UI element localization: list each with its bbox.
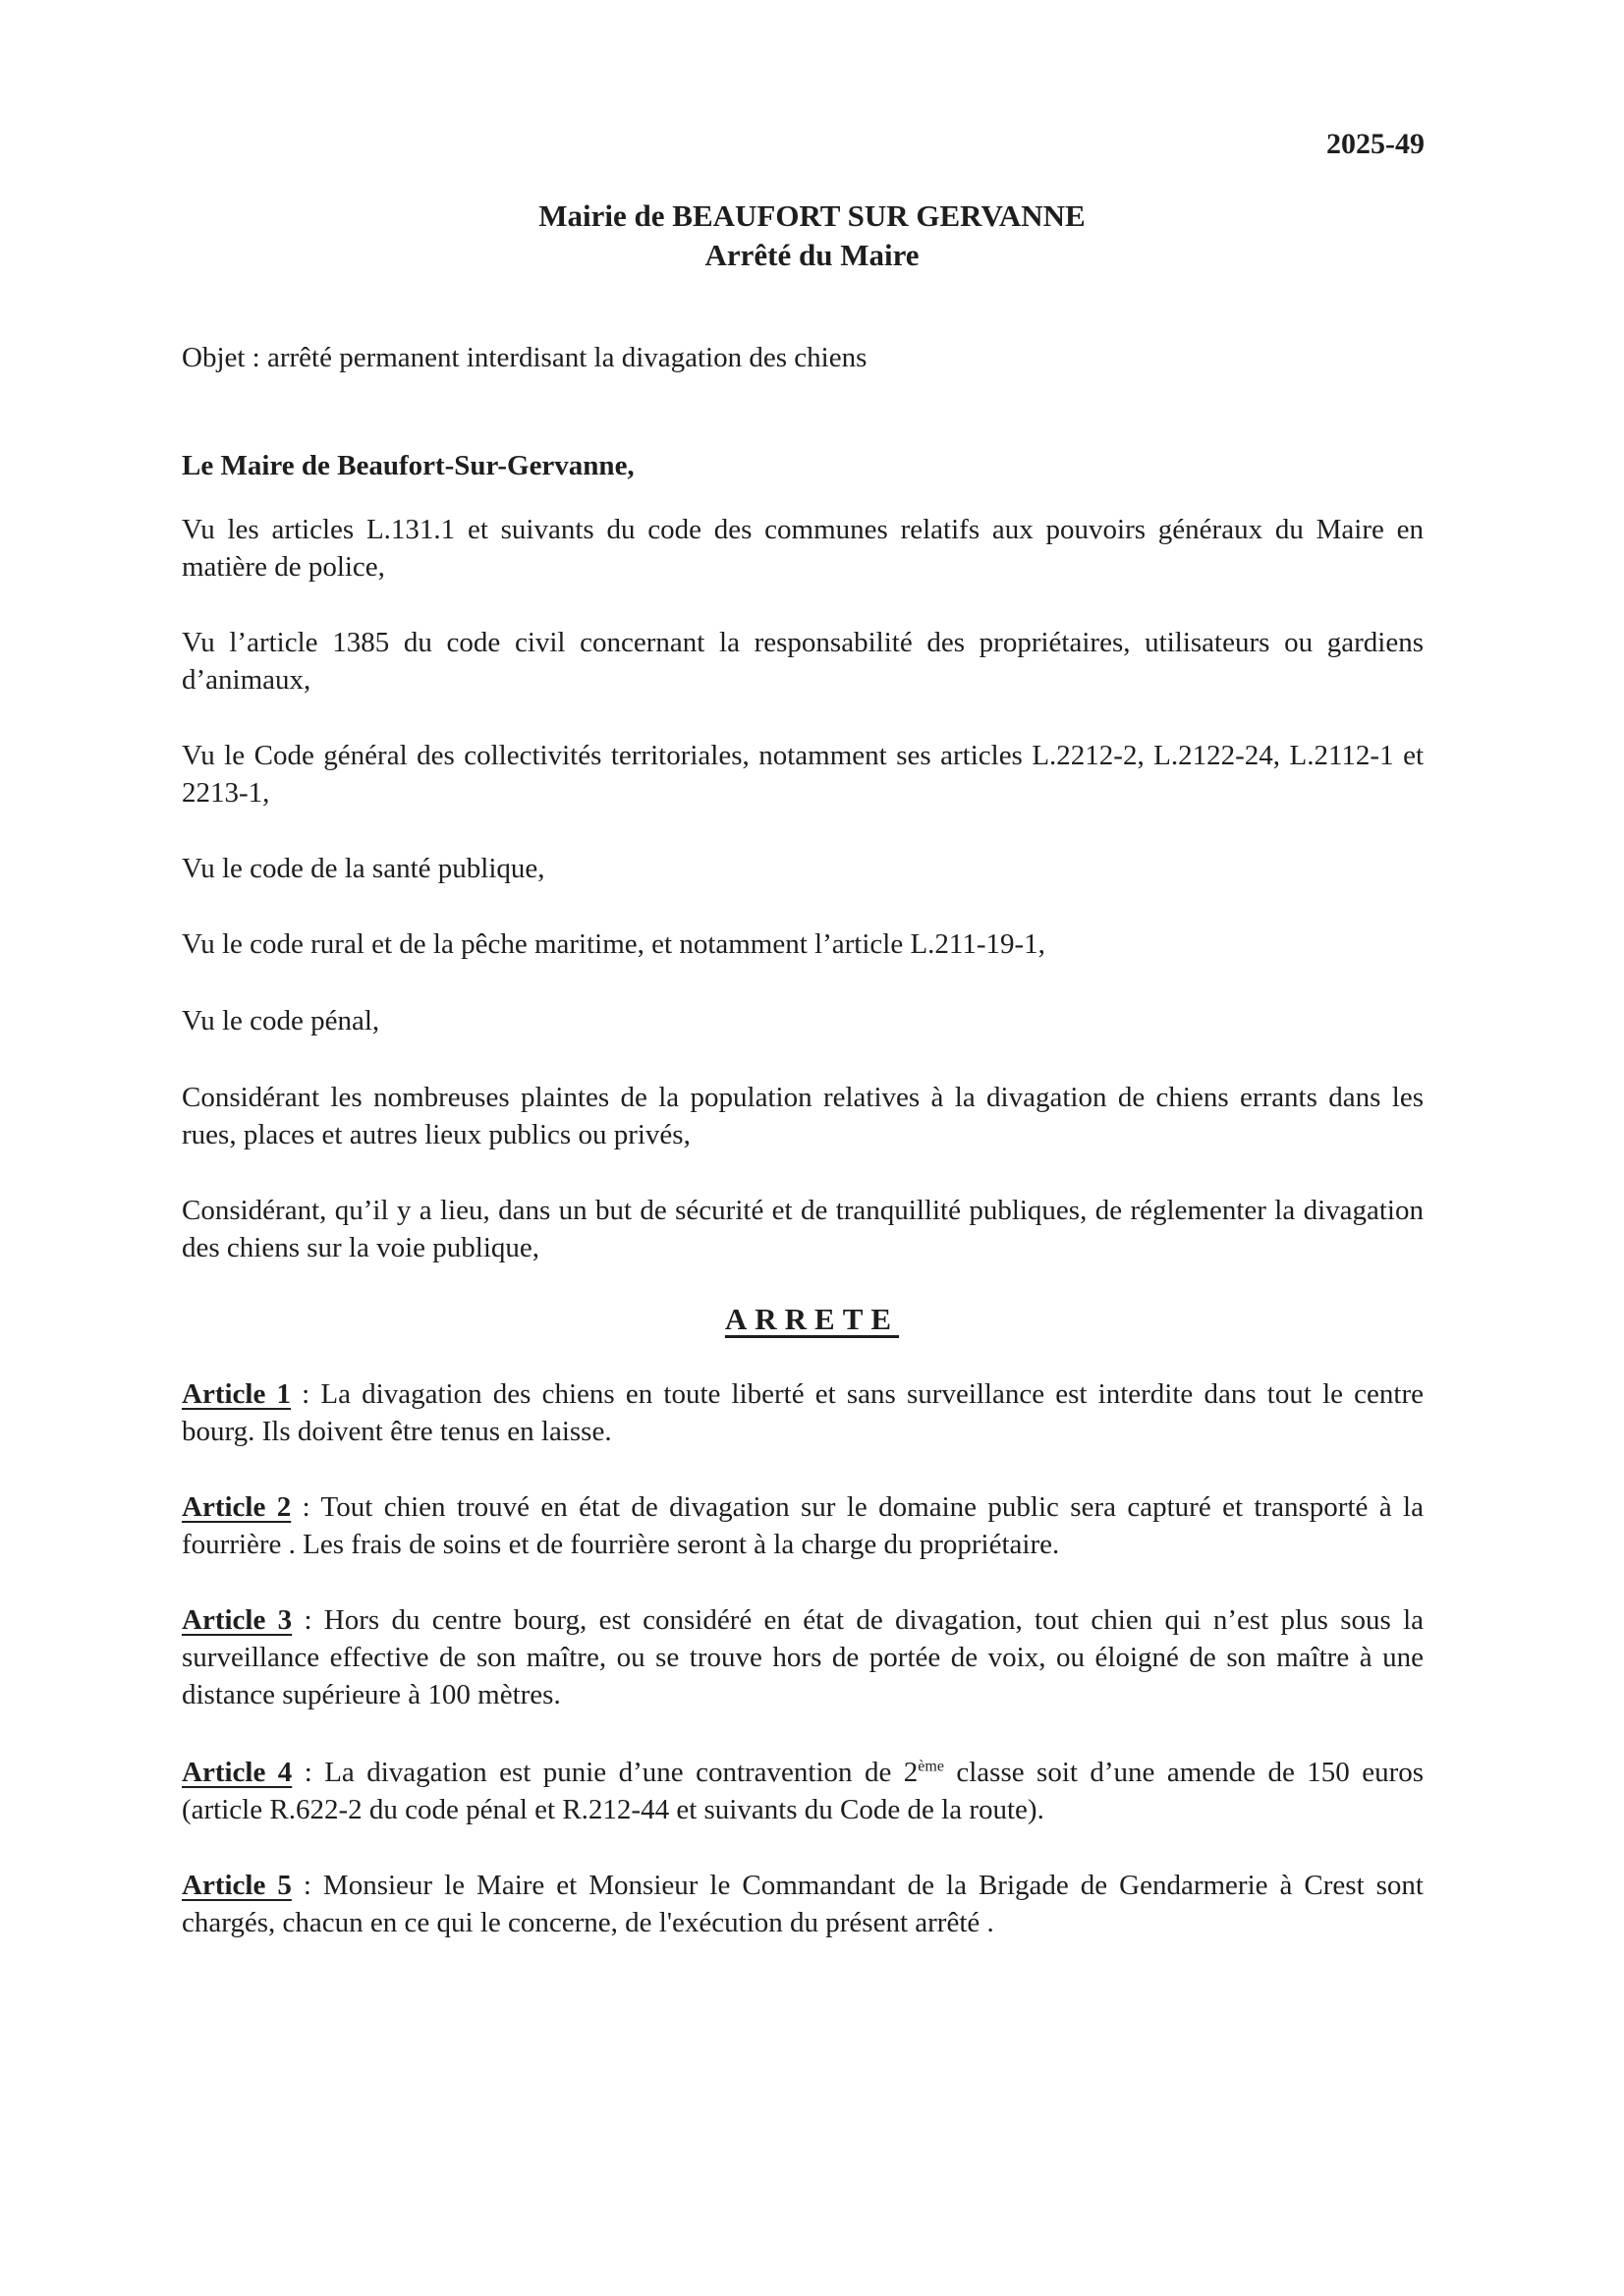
article-text: : La divagation est punie d’une contravention de 2 <box>292 1757 919 1788</box>
article-text: : Tout chien trouvé en état de divagation sur le domaine public sera capturé et transporté à la fourrière . Les frais de soins et de fourrière seront à la charge du propriétaire. <box>182 1491 1424 1560</box>
article-text: : La divagation des chiens en toute liberté et sans surveillance est interdite dans tout le centre bourg. Ils doivent être tenus en laisse. <box>182 1378 1424 1447</box>
article-1 <box>182 1375 1424 1450</box>
consideration-item: Vu les articles L.131.1 et suivants du code des communes relatifs aux pouvoirs généraux du Maire en matière de police, <box>182 514 1424 583</box>
article-text: : Hors du centre bourg, est considéré en état de divagation, tout chien qui n’est plus sous la surveillance effective de son maître, ou se trouve hors de portée de voix, ou éloigné de son maître à une distance supérieure à 100 mètres. <box>182 1604 1424 1710</box>
article-label: Article 4 <box>182 1757 293 1788</box>
ordinal-superscript: ème <box>918 1758 944 1775</box>
article-text: : Monsieur le Maire et Monsieur le Commandant de la Brigade de Gendarmerie à Crest sont chargés, chacun en ce qui le concerne, de l'exécution du présent arrêté . <box>182 1870 1424 1938</box>
article-label: Article 3 <box>182 1604 293 1636</box>
object-line: Objet : arrêté permanent interdisant la divagation des chiens <box>182 342 868 373</box>
article-text: classe soit d’une amende de 150 euros (article R.622-2 du code pénal et R.212-44 et suivants du Code de la route). <box>182 1757 1425 1825</box>
decision-title: ARRETE <box>724 1302 900 1336</box>
article-2 <box>182 1488 1424 1563</box>
article-label: Article 1 <box>182 1378 292 1410</box>
consideration-item: Vu l’article 1385 du code civil concernant la responsabilité des propriétaires, utilisateurs ou gardiens d’animaux, <box>182 627 1424 696</box>
article-4 <box>182 1754 1424 1828</box>
article-label: Article 2 <box>182 1491 292 1523</box>
decree-type-title: Arrêté du Maire <box>704 238 920 272</box>
article-3 <box>182 1601 1424 1713</box>
authority-line: Le Maire de Beaufort-Sur-Gervanne, <box>182 450 635 481</box>
article-5 <box>182 1867 1424 1941</box>
consideration-item: Vu le code de la santé publique, <box>182 853 545 884</box>
mairie-title: Mairie de BEAUFORT SUR GERVANNE <box>538 198 1086 233</box>
decree-reference-number: 2025-49 <box>1326 128 1425 160</box>
article-label: Article 5 <box>182 1870 292 1901</box>
consideration-item: Vu le Code général des collectivités territoriales, notamment ses articles L.2212-2, L.2122-24, L.2112-1 et 2213-1, <box>182 740 1424 809</box>
consideration-item: Considérant, qu’il y a lieu, dans un but de sécurité et de tranquillité publiques, de réglementer la divagation des chiens sur la voie publique, <box>182 1195 1424 1263</box>
consideration-item: Considérant les nombreuses plaintes de la population relatives à la divagation de chiens errants dans les rues, places et autres lieux publics ou privés, <box>182 1082 1424 1150</box>
consideration-item: Vu le code rural et de la pêche maritime, et notamment l’article L.211-19-1, <box>182 928 1045 960</box>
document-header <box>0 196 1624 275</box>
consideration-item: Vu le code pénal, <box>182 1005 380 1036</box>
